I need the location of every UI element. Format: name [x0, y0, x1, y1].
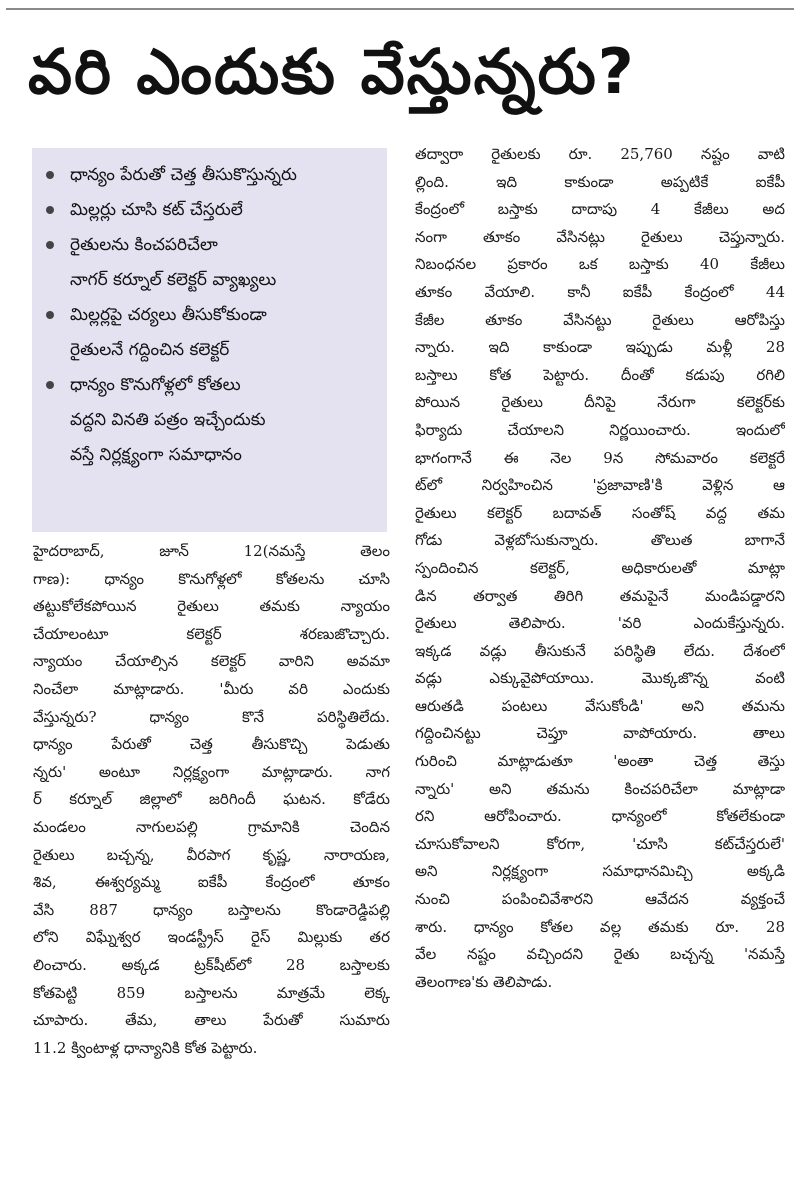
article-line: తట్టుకోలేకపోయిన రైతులు తమకు న్యాయం: [33, 597, 390, 616]
article-line: తూకం వేయాలి. కానీ ఐకేపీ కేంద్రంలో 44: [415, 282, 785, 301]
article-line: చూపారు. తేమ, తాలు పేరుతో సుమారు: [33, 1011, 390, 1030]
highlight-line: వస్తే నిర్లక్ష్యంగా సమాధానం: [70, 445, 242, 465]
article-line: వడ్లు ఎక్కువైపోయాయి. మొక్కజొన్న వంటి: [415, 669, 785, 688]
article-line: తెలంగాణ'కు తెలిపాడు.: [415, 972, 553, 991]
article-line: నంగా తూకం వేసినట్లు రైతులు చెప్తున్నారు.: [415, 227, 785, 246]
article-line: శివ, ఈశ్వర్యమ్మ ఐకేపీ కేంద్రంలో తూకం: [33, 873, 390, 892]
article-line: శారు. ధాన్యం కోతల వల్ల తమకు రూ. 28: [415, 917, 785, 936]
headline: వరి ఎందుకు వేస్తున్నరు?: [28, 35, 636, 108]
article-line: కేంద్రంలో బస్తాకు దాదాపు 4 కేజీలు అద: [415, 200, 785, 219]
article-line: కేజీల తూకం వేసినట్టు రైతులు ఆరోపిస్తు: [415, 310, 785, 329]
article-line: న్నారు. ఇది కాకుండా ఇప్పుడు మళ్లీ 28: [415, 338, 785, 357]
article-line: నుంచి పంపించివేశారని ఆవేదన వ్యక్తంచే: [415, 890, 785, 909]
highlight-item: [44, 193, 377, 228]
highlight-line: రైతులను కించపరిచేలా: [70, 235, 218, 255]
article-line: చేయాలంటూ కలెక్టర్ శరణుజొచ్చారు.: [33, 624, 390, 643]
bullet-icon: [46, 241, 54, 249]
article-line: వేస్తున్నరు? ధాన్యం కొనే పరిస్థితిలేదు.: [33, 707, 390, 726]
article-line: రైతులు బచ్చన్న, వీరపాగ కృష్ణ, నారాయణ,: [33, 845, 390, 864]
highlight-item: [44, 298, 377, 368]
article-line: లోని విఘ్నేశ్వర ఇండస్ట్రీస్ రైస్ మిల్లుకు తర: [33, 928, 390, 947]
bullet-icon: [46, 311, 54, 319]
article-line: ఆరుతడి పంటలు వేసుకోండి' అని తమను: [415, 696, 785, 715]
article-line: గాణ): ధాన్యం కొనుగోళ్లలో కోతలను చూసి: [33, 569, 390, 588]
highlight-line: వద్దని వినతి పత్రం ఇచ్చేందుకు: [70, 410, 266, 430]
highlight-item: [44, 158, 377, 193]
highlight-line: మిల్లర్లపై చర్యలు తీసుకోకుండా: [70, 305, 267, 325]
article-line: తద్వారా రైతులకు రూ. 25,760 నష్టం వాటి: [415, 145, 785, 163]
article-column-right: [415, 141, 785, 996]
article-line: డిన తర్వాత తిరిగి తమపైనే మండిపడ్డారని: [415, 586, 785, 605]
article-line: న్యాయం చేయాల్సిన కలెక్టర్ వారిని అవమా: [33, 652, 390, 671]
article-line: ర్ కర్నూల్ జిల్లాలో జరిగిందీ ఘటన. కోడేరు: [33, 790, 390, 809]
highlight-line: నాగర్ కర్నూల్ కలెక్టర్ వ్యాఖ్యలు: [70, 270, 277, 290]
article-line: హైదరాబాద్, జూన్ 12(నమస్తే తెలం: [33, 542, 390, 560]
article-line: గురించి మాట్లాడుతూ 'అంతా చెత్త తెస్తు: [415, 752, 785, 771]
article-line: పోయిన రైతులు దీనిపై నేరుగా కలెక్టర్‌కు: [415, 393, 785, 412]
article-line: అని నిర్లక్ష్యంగా సమాధానమిచ్చి అక్కడి: [415, 862, 785, 881]
highlight-item: [44, 228, 377, 298]
article-line: ఫిర్యాదు చేయాలని నిర్ణయించారు. ఇందులో: [415, 420, 785, 439]
article-line: నిబంధనల ప్రకారం ఒక బస్తాకు 40 కేజీలు: [415, 255, 785, 274]
article-line: భాగంగానే ఈ నెల 9న సోమవారం కలెక్టరే: [415, 448, 785, 467]
article-line: గోడు వెళ్లబోసుకున్నారు. తొలుత బాగానే: [415, 531, 785, 550]
top-rule: [6, 8, 794, 10]
bullet-icon: [46, 206, 54, 214]
article-line: ఇక్కడ వడ్లు తీసుకునే పరిస్థితి లేదు. దేశంలో: [415, 641, 785, 660]
highlights-box: [32, 148, 387, 532]
highlight-item: [44, 368, 377, 473]
article-line: ల్లింది. ఇది కాకుండా అప్పటికే ఐకేపీ: [415, 172, 785, 191]
article-line: కోతపెట్టి 859 బస్తాలను మాత్రమే లెక్క: [33, 983, 390, 1002]
article-line: రని ఆరోపించారు. ధాన్యంలో కోతలేకుండా: [415, 807, 785, 826]
highlight-line: మిల్లర్లు చూసి కట్ చేస్తరులే: [70, 200, 243, 220]
article-column-left: [33, 538, 390, 1062]
article-line: రైతులు కలెక్టర్ బదావత్ సంతోష్ వద్ద తమ: [415, 503, 785, 522]
article-line: లించారు. అక్కడ ట్రక్‌షీట్‌లో 28 బస్తాలకు: [33, 955, 390, 974]
highlight-line: ధాన్యం కొనుగోళ్లలో కోతలు: [70, 375, 241, 395]
article-line: ట్‌లో నిర్వహించిన 'ప్రజావాణి'కి వెళ్లిన ఆ: [415, 476, 785, 495]
article-line: నించేలా మాట్లాడారు. 'మీరు వరి ఎందుకు: [33, 679, 390, 698]
article-line: ధాన్యం పేరుతో చెత్త తీసుకొచ్చి పెడుతు: [33, 735, 390, 754]
article-line: న్నారు' అని తమను కించపరిచేలా మాట్లాడా: [415, 779, 785, 798]
article-line: రైతులు తెలిపారు. 'వరి ఎందుకేస్తున్నరు.: [415, 614, 785, 633]
article-line: మండలం నాగులపల్లి గ్రామానికి చెందిన: [33, 817, 390, 836]
article-line: న్నరు' అంటూ నిర్లక్ష్యంగా మాట్లాడారు. నాగ: [33, 762, 390, 781]
article-line: వేల నష్టం వచ్చిందని రైతు బచ్చన్న 'నమస్తే: [415, 945, 785, 964]
bullet-icon: [46, 171, 54, 179]
article-line: 11.2 క్వింటాళ్ల ధాన్యానికి కోత పెట్టారు.: [33, 1038, 258, 1057]
article-line: వేసి 887 ధాన్యం బస్తాలను కొండారెడ్డిపల్లి: [33, 900, 390, 919]
article-line: స్పందించిన కలెక్టర్, అధికారులతో మాట్లా: [415, 558, 785, 577]
article-line: చూసుకోవాలని కోరగా, 'చూసి కట్‌చేస్తరులే': [415, 834, 785, 853]
highlight-line: రైతులనే గద్దించిన కలెక్టర్: [70, 340, 230, 360]
article-line: బస్తాలు కోత పెట్టారు. దీంతో కడుపు రగిలి: [415, 365, 785, 384]
bullet-icon: [46, 381, 54, 389]
highlight-line: ధాన్యం పేరుతో చెత్త తీసుకొస్తున్నరు: [70, 165, 297, 185]
article-line: గద్దించినట్టు చెప్తూ వాపోయారు. తాలు: [415, 724, 785, 743]
